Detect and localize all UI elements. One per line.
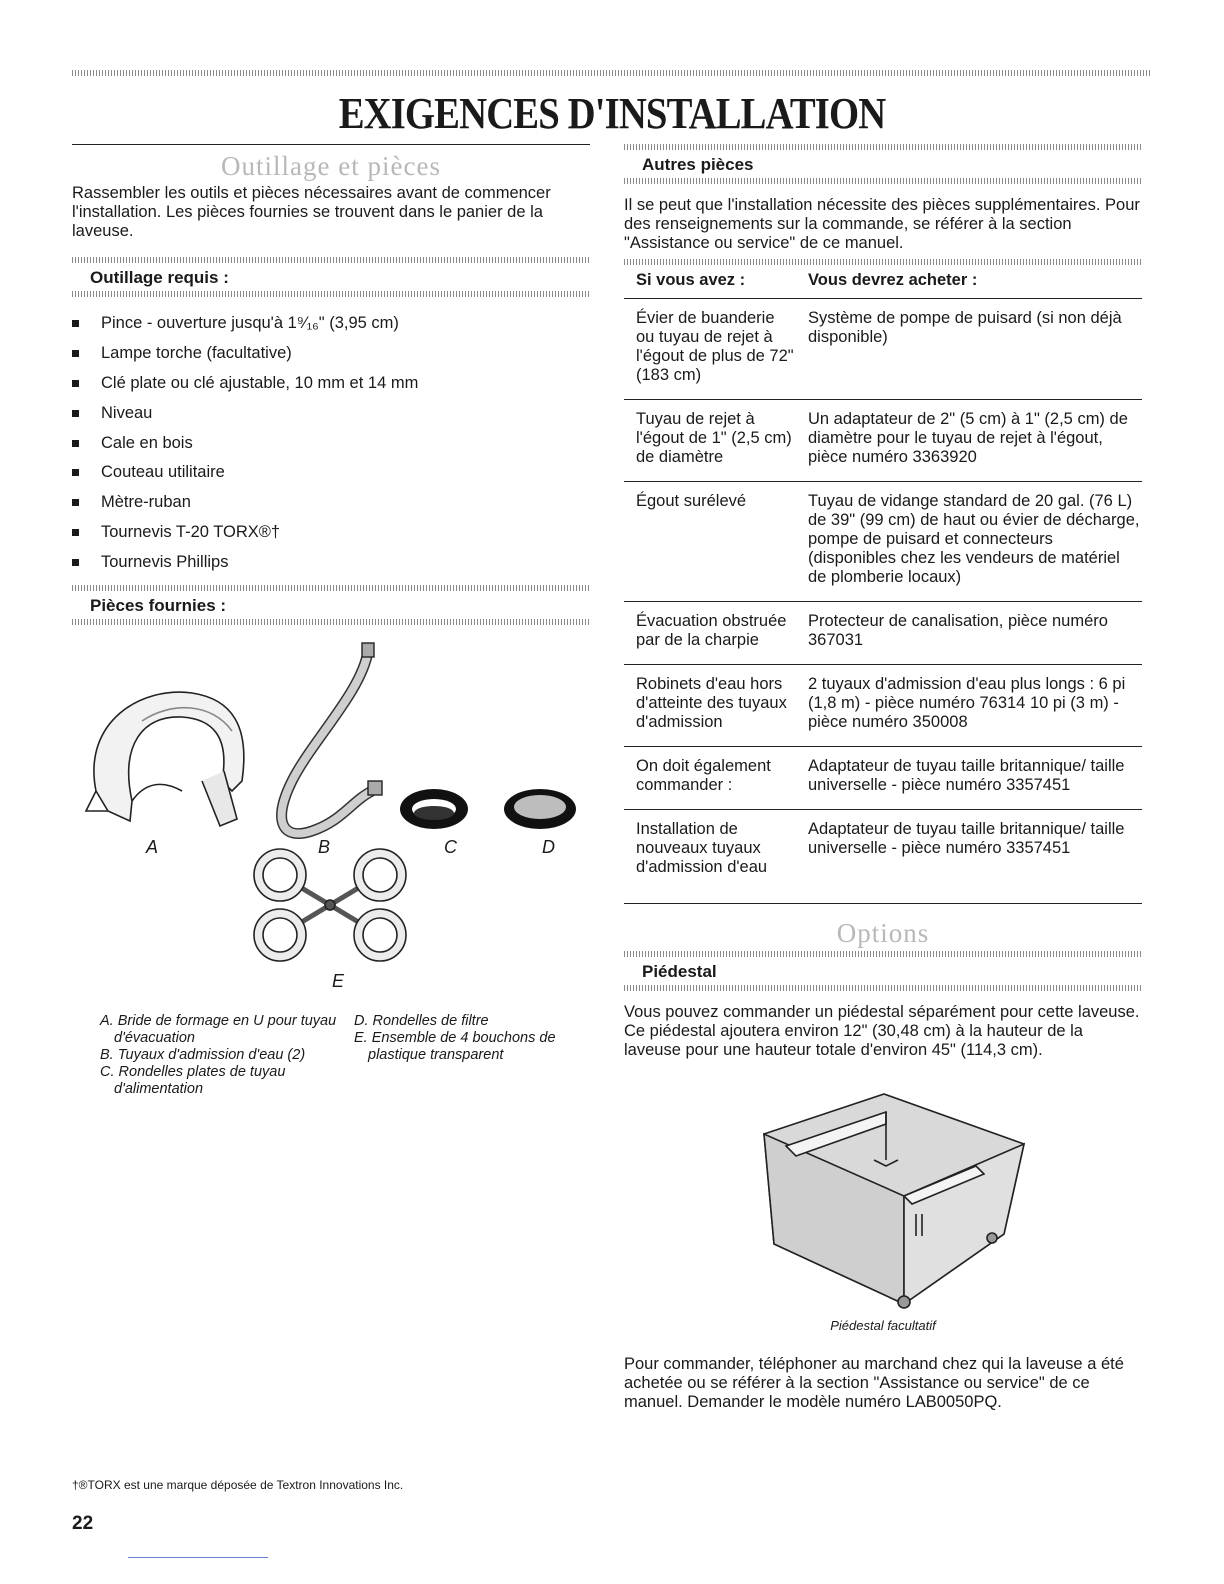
pedestal-text: Vous pouvez commander un piédestal séparément pour cette laveuse. Ce piédestal ajoutera environ 12" (30,48 cm) à la hauteur de la laveuse pour une hauteur totale d'environ 45" (114,3 cm). [624,1003,1140,1059]
table-cell-have: Tuyau de rejet à l'égout de 1" (2,5 cm) de diamètre [624,400,796,482]
section-rule [72,144,590,145]
flat-washer-icon [400,789,468,829]
caption-item: B. Tuyaux d'admission d'eau (2) [100,1047,306,1064]
figure-label-b: B [318,837,331,858]
list-item: Lampe torche (facultative) [72,339,590,369]
footnote: †®TORX est une marque déposée de Textron Innovations Inc. [72,1478,404,1492]
tools-list [72,309,590,577]
cap-set-icon [254,849,406,961]
tools-required-heading: Outillage requis : [90,268,229,287]
dotted-divider [72,619,590,625]
caption-item: D. Rondelles de filtre [354,1013,489,1030]
bullet-icon [72,410,79,417]
table-row [624,400,1142,482]
bullet-icon [72,440,79,447]
bullet-icon [72,559,79,566]
table-cell-have: Installation de nouveaux tuyaux d'admission d'eau [624,810,796,904]
figure-label-a: A [146,837,159,858]
table-header-buy: Vous devrez acheter : [808,271,978,289]
table-row [624,299,1142,400]
table-row [624,665,1142,747]
bottom-link-underline [128,1557,268,1558]
page-number: 22 [72,1513,94,1534]
table-cell-buy: Tuyau de vidange standard de 20 gal. (76 L) de 39" (99 cm) de haut ou évier de décharge, pompe de puisard et connecteurs (disponibles chez les vendeurs de matériel de plomberie locaux) [796,482,1142,602]
table-row [624,602,1142,665]
figure-label-d: D [542,837,555,858]
list-item: Mètre-ruban [72,488,590,518]
inlet-hose-icon [282,643,382,834]
left-column [72,144,590,1098]
table-cell-buy: Adaptateur de tuyau taille britannique/ taille universelle - pièce numéro 3357451 [796,747,1142,810]
bullet-icon [72,469,79,476]
bullet-icon [72,529,79,536]
u-bracket-icon [86,692,244,826]
bullet-icon [72,350,79,357]
list-item: Tournevis T-20 TORX®† [72,518,590,548]
table-cell-have: Évier de buanderie ou tuyau de rejet à l'égout de plus de 72" (183 cm) [624,299,796,400]
table-cell-have: On doit également commander : [624,747,796,810]
parts-drawing-icon [72,631,590,1011]
table-cell-buy: Un adaptateur de 2" (5 cm) à 1" (2,5 cm) de diamètre pour le tuyau de rejet à l'égout, pièce numéro 3363920 [796,400,1142,482]
order-text: Pour commander, téléphoner au marchand chez qui la laveuse a été achetée ou se référer à la section "Assistance ou service" de ce manuel. Demander le modèle numéro LAB0050PQ. [624,1355,1124,1411]
caption-item: C. Rondelles plates de tuyau d'alimentation [100,1064,286,1098]
right-column [624,144,1142,1412]
parts-supplied-heading: Pièces fournies : [90,596,227,616]
table-cell-buy: Protecteur de canalisation, pièce numéro 367031 [796,602,1142,665]
table-cell-have: Égout surélevé [624,482,796,602]
list-item: Tournevis Phillips [72,547,590,577]
table-cell-buy: Système de pompe de puisard (si non déjà disponible) [796,299,1142,400]
figure-label-c: C [444,837,457,858]
options-heading: Options [836,918,930,948]
tools-parts-intro: Rassembler les outils et pièces nécessaires avant de commencer l'installation. Les pièces fournies se trouvent dans le panier de la laveuse. [72,184,551,240]
bullet-icon [72,320,79,327]
caption-column [72,1013,350,1098]
requirements-table [624,265,1142,904]
dotted-divider [72,291,590,297]
other-parts-intro: Il se peut que l'installation nécessite des pièces supplémentaires. Pour des renseignements sur la commande, se référer à la section "Assistance ou service" de ce manuel. [624,196,1140,252]
dotted-divider [624,178,1142,184]
list-item: Niveau [72,398,590,428]
filter-washer-icon [504,789,576,829]
parts-illustration [72,631,590,1011]
table-cell-have: Évacuation obstruée par de la charpie [624,602,796,665]
caption-item: E. Ensemble de 4 bouchons de plastique transparent [354,1030,556,1064]
table-row [624,482,1142,602]
table-row [624,810,1142,904]
pedestal-heading: Piédestal [642,962,717,981]
list-item: Couteau utilitaire [72,458,590,488]
top-dotted-band [72,70,1150,76]
pedestal-icon [624,1074,1142,1314]
table-cell-buy: Adaptateur de tuyau taille britannique/ taille universelle - pièce numéro 3357451 [796,810,1142,904]
table-row [624,747,1142,810]
dotted-divider [624,985,1142,991]
table-cell-have: Robinets d'eau hors d'atteinte des tuyaux d'admission [624,665,796,747]
caption-item: A. Bride de formage en U pour tuyau d'évacuation [100,1013,337,1047]
caption-column [350,1013,590,1098]
parts-captions [72,1013,590,1098]
table-cell-buy: 2 tuyaux d'admission d'eau plus longs : 6 pi (1,8 m) - pièce numéro 76314 10 pi (3 m) - pièce numéro 350008 [796,665,1142,747]
other-parts-heading: Autres pièces [642,155,754,174]
table-header-have: Si vous avez : [636,271,746,289]
list-item: Cale en bois [72,428,590,458]
figure-label-e: E [332,971,345,992]
list-item: Pince - ouverture jusqu'à 1⁹⁄₁₆" (3,95 cm) [72,309,590,339]
pedestal-illustration [624,1074,1142,1314]
bullet-icon [72,499,79,506]
tools-parts-heading: Outillage et pièces [221,151,441,181]
bullet-icon [72,380,79,387]
page-title: EXIGENCES D'INSTALLATION [338,89,886,138]
list-item: Clé plate ou clé ajustable, 10 mm et 14 mm [72,369,590,399]
table-header-row [624,265,1142,299]
pedestal-caption: Piédestal facultatif [830,1318,936,1333]
